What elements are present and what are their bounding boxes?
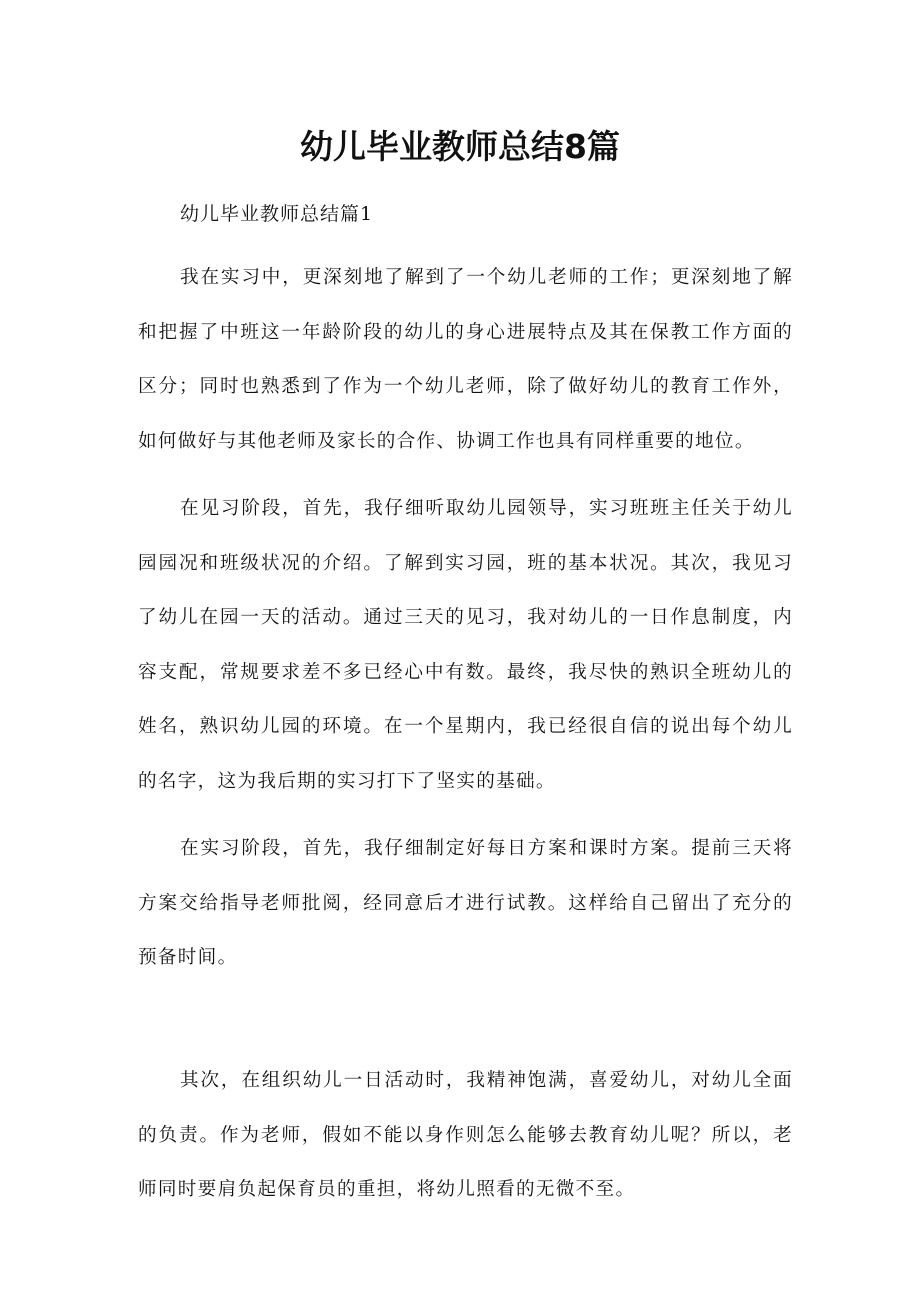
section-heading: 幼儿毕业教师总结篇1 (180, 203, 374, 225)
paragraph-3: 在实习阶段，首先，我仔细制定好每日方案和课时方案。提前三天将方案交给指导老师批阅，经同意后才进行试教。这样给自己留出了充分的预备时间。 (138, 838, 793, 969)
document-title: 幼儿毕业教师总结8篇 (300, 127, 620, 166)
paragraph-1: 我在实习中，更深刻地了解到了一个幼儿老师的工作；更深刻地了解和把握了中班这一年龄阶段的幼儿的身心进展特点及其在保教工作方面的区分；同时也熟悉到了作为一个幼儿老师，除了做好幼儿的教育工作外，如何做好与其他老师及家长的合作、协调工作也具有同样重要的地位。 (138, 267, 793, 452)
paragraph-2: 在见习阶段，首先，我仔细听取幼儿园领导，实习班班主任关于幼儿园园况和班级状况的介绍。了解到实习园，班的基本状况。其次，我见习了幼儿在园一天的活动。通过三天的见习，我对幼儿的一日作息制度，内容支配，常规要求差不多已经心中有数。最终，我尽快的熟识全班幼儿的姓名，熟识幼儿园的环境。在一个星期内，我已经很自信的说出每个幼儿的名字，这为我后期的实习打下了坚实的基础。 (138, 498, 793, 792)
paragraph-4: 其次，在组织幼儿一日活动时，我精神饱满，喜爱幼儿，对幼儿全面的负责。作为老师，假如不能以身作则怎么能够去教育幼儿呢？所以，老师同时要肩负起保育员的重担，将幼儿照看的无微不至。 (138, 1070, 793, 1201)
